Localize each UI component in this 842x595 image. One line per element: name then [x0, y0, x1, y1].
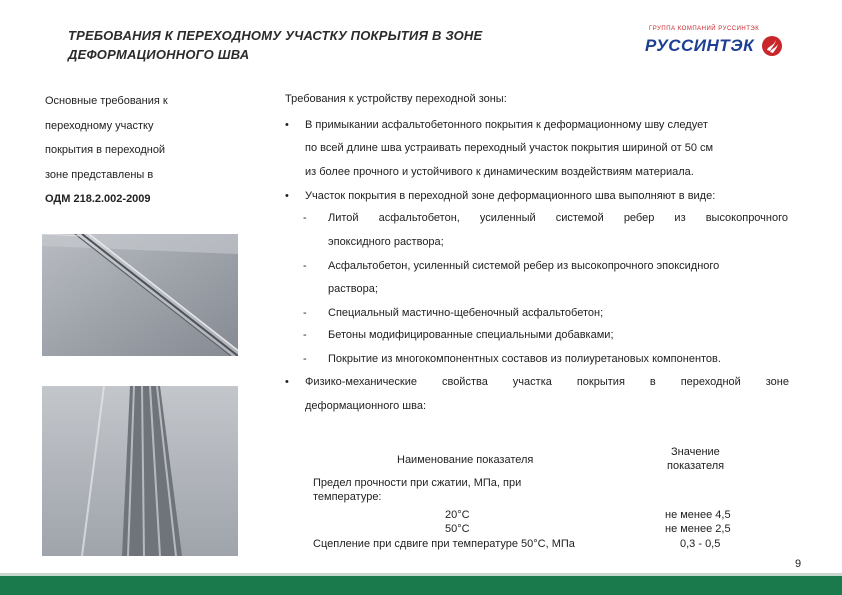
expansion-joint-photo-1 [42, 234, 238, 356]
property-name: Предел прочности при сжатии, МПа, при [313, 477, 522, 489]
property-value: 0,3 - 0,5 [680, 538, 721, 550]
footer-bar [0, 576, 842, 595]
property-name: температуре: [313, 491, 382, 503]
material-option: эпоксидного раствора; [328, 236, 444, 248]
flame-logo-icon [761, 35, 783, 57]
dash-marker: - [303, 260, 307, 272]
bullet-marker: • [285, 119, 289, 131]
intro-line: переходному участку [45, 119, 154, 132]
material-option: Покрытие из многокомпонентных составов из полиуретановых компонентов. [328, 353, 721, 365]
material-option: Асфальтобетон, усиленный системой ребер из высокопрочного эпоксидного [328, 260, 720, 272]
dash-marker: - [303, 329, 307, 341]
column-header-value: показателя [667, 460, 725, 472]
page-title [68, 26, 628, 64]
bullet-marker: • [285, 190, 289, 202]
dash-marker: - [303, 212, 307, 224]
intro-line: покрытия в переходной [45, 144, 166, 156]
property-value: не менее 2,5 [665, 523, 731, 535]
logo-wordmark: РУССИНТЭК [645, 36, 755, 55]
company-logo [645, 26, 790, 66]
requirement-text: В примыкании асфальтобетонного покрытия к деформационному шву следует [305, 119, 708, 131]
material-option: Специальный мастично-щебеночный асфальтобетон; [328, 307, 604, 319]
page-number: 9 [795, 558, 802, 570]
title-line-1: ТРЕБОВАНИЯ К ПЕРЕХОДНОМУ УЧАСТКУ ПОКРЫТИЯ В ЗОНЕ [68, 28, 483, 43]
property-value: не менее 4,5 [665, 509, 731, 521]
material-option: Литой асфальтобетон, усиленный системой ребер из высокопрочного [328, 212, 788, 224]
title-line-2: ДЕФОРМАЦИОННОГО ШВА [68, 47, 250, 62]
property-name: Сцепление при сдвиге при температуре 50°С, МПа [313, 538, 575, 550]
temperature-value: 20°С [445, 509, 470, 521]
material-option: раствора; [328, 283, 378, 295]
temperature-value: 50°С [445, 523, 470, 535]
intro-line: зоне представлены в [45, 168, 154, 181]
column-header-name: Наименование показателя [397, 454, 534, 466]
section-heading: Требования к устройству переходной зоны: [285, 93, 507, 105]
dash-marker: - [303, 307, 307, 319]
requirement-text: по всей длине шва устраивать переходный участок покрытия шириной от 50 см [305, 142, 714, 154]
requirement-text: Участок покрытия в переходной зоне деформационного шва выполняют в виде: [305, 190, 716, 202]
dash-marker: - [303, 353, 307, 365]
bullet-marker: • [285, 376, 289, 388]
intro-line: Основные требования к [45, 95, 168, 107]
requirement-text: из более прочного и устойчивого к динамическим воздействиям материала. [305, 166, 694, 178]
column-header-value: Значение [671, 446, 720, 458]
standard-reference: ОДМ 218.2.002-2009 [45, 193, 151, 205]
material-option: Бетоны модифицированные специальными добавками; [328, 329, 614, 341]
expansion-joint-photo-2 [42, 386, 238, 556]
requirement-text: Физико-механические свойства участка покрытия в переходной зоне [305, 376, 789, 388]
requirement-text: деформационного шва: [305, 400, 426, 412]
logo-tagline: ГРУППА КОМПАНИЙ РУССИНТЭК [649, 26, 760, 32]
intro-text [45, 89, 245, 212]
